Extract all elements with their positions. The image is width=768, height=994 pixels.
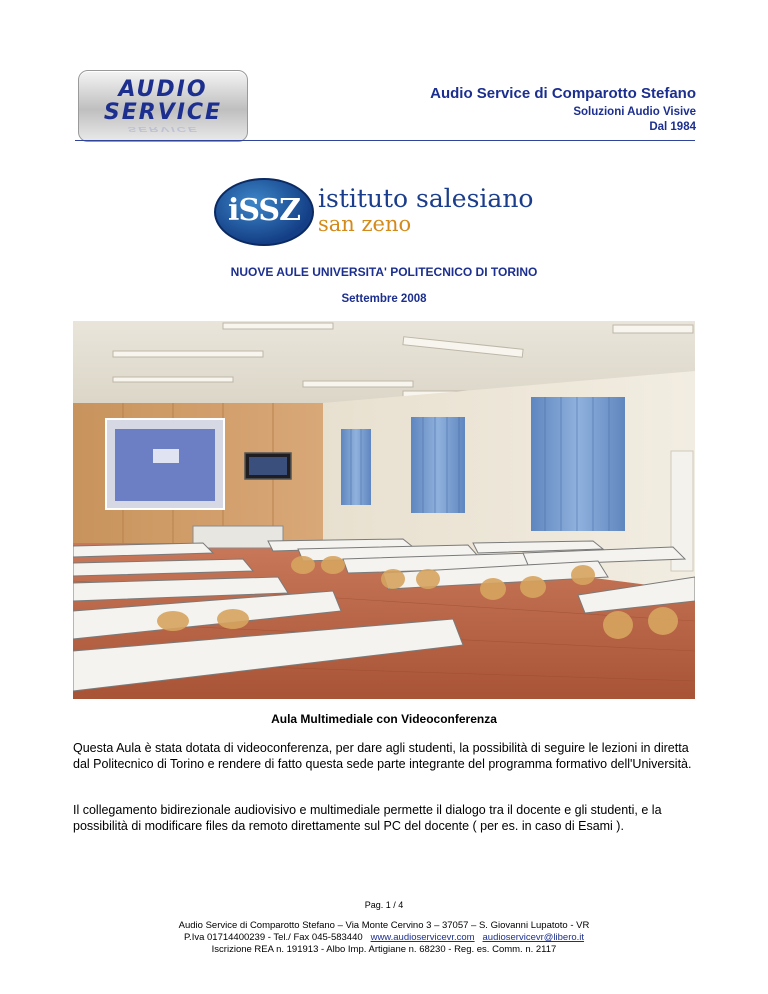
audio-service-logo — [78, 70, 248, 142]
document-date: Settembre 2008 — [341, 293, 427, 305]
email-link[interactable]: audioservicevr@libero.it — [482, 932, 585, 943]
header-divider — [75, 140, 695, 141]
company-name: Audio Service di Comparotto Stefano — [430, 85, 696, 102]
footer — [0, 920, 768, 956]
institute-subname: san zeno — [318, 212, 412, 236]
footer-contacts — [0, 932, 768, 944]
classroom-photo — [73, 321, 695, 699]
paragraph-videoconference: Questa Aula è stata dotata di videoconferenza, per dare agli studenti, la possibilità di seguire le lezioni in diretta dal Politecnico di Torino e rendere di fatto questa sede parte integrante del programma formativo dell'Università. — [73, 741, 692, 771]
logo-reflection: SERVICE — [127, 125, 199, 134]
logo-line-service: SERVICE — [103, 100, 223, 125]
institute-badge-text: iSSZ — [228, 193, 300, 228]
institute-badge — [214, 178, 314, 246]
company-tagline: Soluzioni Audio Visive — [573, 106, 696, 118]
document-title: NUOVE AULE UNIVERSITA' POLITECNICO DI TORINO — [230, 265, 538, 279]
page-number: Pag. 1 / 4 — [364, 900, 404, 910]
paragraph-connection: Il collegamento bidirezionale audiovisivo e multimediale permette il dialogo tra il docente e gli studenti, e la possibilità di modificare files da remoto direttamente sul PC del docente ( per es. in caso di Esami ). — [73, 803, 662, 833]
institute-name: istituto salesiano — [318, 184, 534, 213]
footer-vat-phone: P.Iva 01714400239 - Tel./ Fax 045-583440 — [183, 932, 363, 943]
company-since: Dal 1984 — [649, 121, 696, 133]
photo-caption: Aula Multimediale con Videoconferenza — [271, 712, 497, 726]
website-link[interactable]: www.audioservicevr.com — [370, 932, 475, 943]
footer-registration: Iscrizione REA n. 191913 - Albo Imp. Artigiane n. 68230 - Reg. es. Comm. n. 2117 — [211, 944, 557, 955]
company-header — [430, 85, 696, 135]
footer-address: Audio Service di Comparotto Stefano – Via Monte Cervino 3 – 37057 – S. Giovanni Lupatoto - VR — [178, 920, 590, 931]
institute-logo — [214, 178, 534, 242]
logo-line-audio: AUDIO — [118, 77, 208, 102]
